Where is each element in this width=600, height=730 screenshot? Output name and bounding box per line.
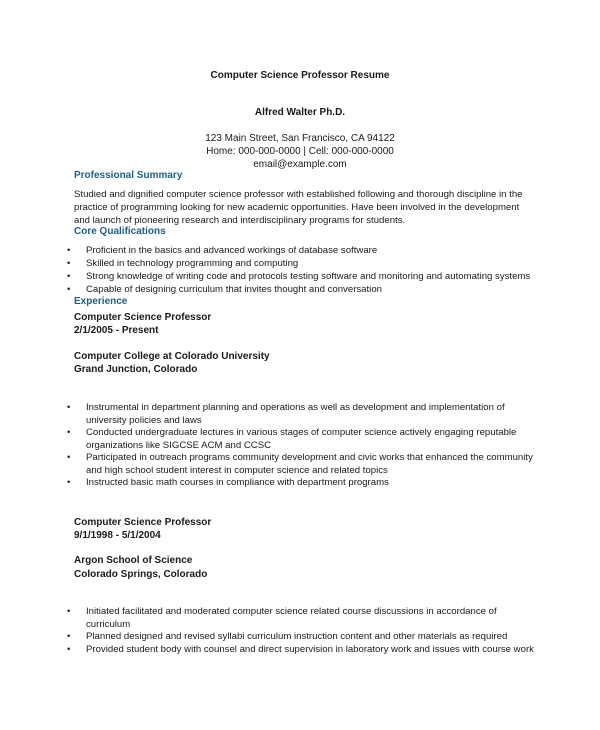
list-item: • Skilled in technology programming and computing	[64, 258, 534, 271]
list-item: • Proficient in the basics and advanced workings of database software	[64, 245, 534, 258]
list-item: • Instrumental in department planning and operations as well as development and implementation of university policies and laws	[64, 402, 534, 427]
list-item: • Instructed basic math courses in compliance with department programs	[64, 477, 534, 490]
list-item: • Provided student body with counsel and direct supervision in laboratory work and issues with course work	[64, 644, 534, 657]
list-item: • Strong knowledge of writing code and protocols testing software and monitoring and automating systems	[64, 271, 534, 284]
job-duties-list	[64, 606, 534, 656]
email-line: email@example.com	[253, 159, 347, 170]
phone-line: Home: 000-000-0000 | Cell: 000-000-0000	[206, 146, 394, 157]
job-duties-list	[64, 402, 534, 490]
job-organization: Computer College at Colorado University	[74, 351, 270, 362]
job-dates: 2/1/2005 - Present	[74, 325, 159, 336]
list-item: • Initiated facilitated and moderated computer science related course discussions in accordance of curriculum	[64, 606, 534, 631]
job-location: Grand Junction, Colorado	[74, 364, 198, 375]
candidate-name: Alfred Walter Ph.D.	[254, 107, 346, 118]
job-dates: 9/1/1998 - 5/1/2004	[74, 530, 161, 541]
address-line: 123 Main Street, San Francisco, CA 94122	[205, 133, 395, 144]
document-title: Computer Science Professor Resume	[210, 70, 390, 81]
experience-heading: Experience	[74, 296, 128, 307]
job-role: Computer Science Professor	[74, 312, 212, 323]
job-location: Colorado Springs, Colorado	[74, 569, 208, 580]
list-item: • Conducted undergraduate lectures in various stages of computer science actively engaging reputable organizations like SIGCSE ACM and CCSC	[64, 427, 534, 452]
core-list	[64, 245, 534, 297]
list-item: • Participated in outreach programs community development and civic works that enhanced the community and high school student interest in computer science and related topics	[64, 452, 534, 477]
core-heading: Core Qualifications	[74, 226, 166, 237]
summary-heading: Professional Summary	[74, 170, 183, 181]
job-role: Computer Science Professor	[74, 517, 212, 528]
job-organization: Argon School of Science	[74, 555, 193, 566]
list-item: • Planned designed and revised syllabi curriculum instruction content and other materials as required	[64, 631, 534, 644]
list-item: • Capable of designing curriculum that invites thought and conversation	[64, 284, 534, 297]
summary-text: Studied and dignified computer science professor with established following and thorough discipline in the practice of programming looking for new academic opportunities. Have been involved in the development and launch of pioneering research and interdisciplinary programs for students.	[74, 189, 523, 226]
